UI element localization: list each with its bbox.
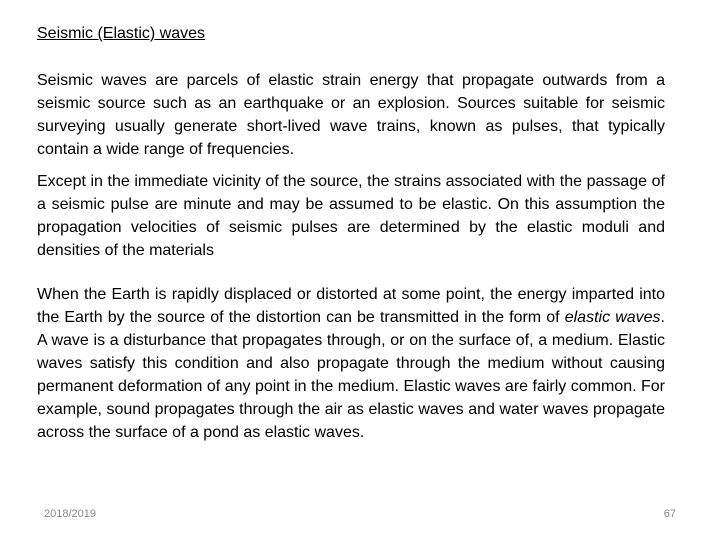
- paragraph-elastic-waves: [37, 283, 665, 444]
- paragraph-elastic-assumption: Except in the immediate vicinity of the source, the strains associated with the passage of a seismic pulse are minute and may be assumed to be elastic. On this assumption the propagation velocities of seismic pulses are determined by the elastic moduli and densities of the materials: [37, 173, 665, 259]
- paragraph-elastic-waves-after: . A wave is a disturbance that propagates through, or on the surface of, a medium. Elastic waves satisfy this condition and also propagate through the medium without causing permanent deformation of any point in the medium. Elastic waves are fairly common. For example, sound propagates through the air as elastic waves and water waves propagate across the surface of a pond as elastic waves.: [37, 309, 665, 441]
- footer-date: 2018/2019: [44, 508, 96, 520]
- page-number: 67: [663, 508, 676, 520]
- paragraph-elastic-waves-before: When the Earth is rapidly displaced or distorted at some point, the energy imparted into the Earth by the source of the distortion can be transmitted in the form of: [37, 286, 665, 326]
- emphasis-elastic-waves: elastic waves: [564, 309, 661, 326]
- paragraph-seismic-waves: Seismic waves are parcels of elastic strain energy that propagate outwards from a seismic source such as an earthquake or an explosion. Sources suitable for seismic surveying usually generate short-lived wave trains, known as pulses, that typically contain a wide range of frequencies.: [37, 72, 665, 158]
- slide-title: Seismic (Elastic) waves: [37, 25, 206, 42]
